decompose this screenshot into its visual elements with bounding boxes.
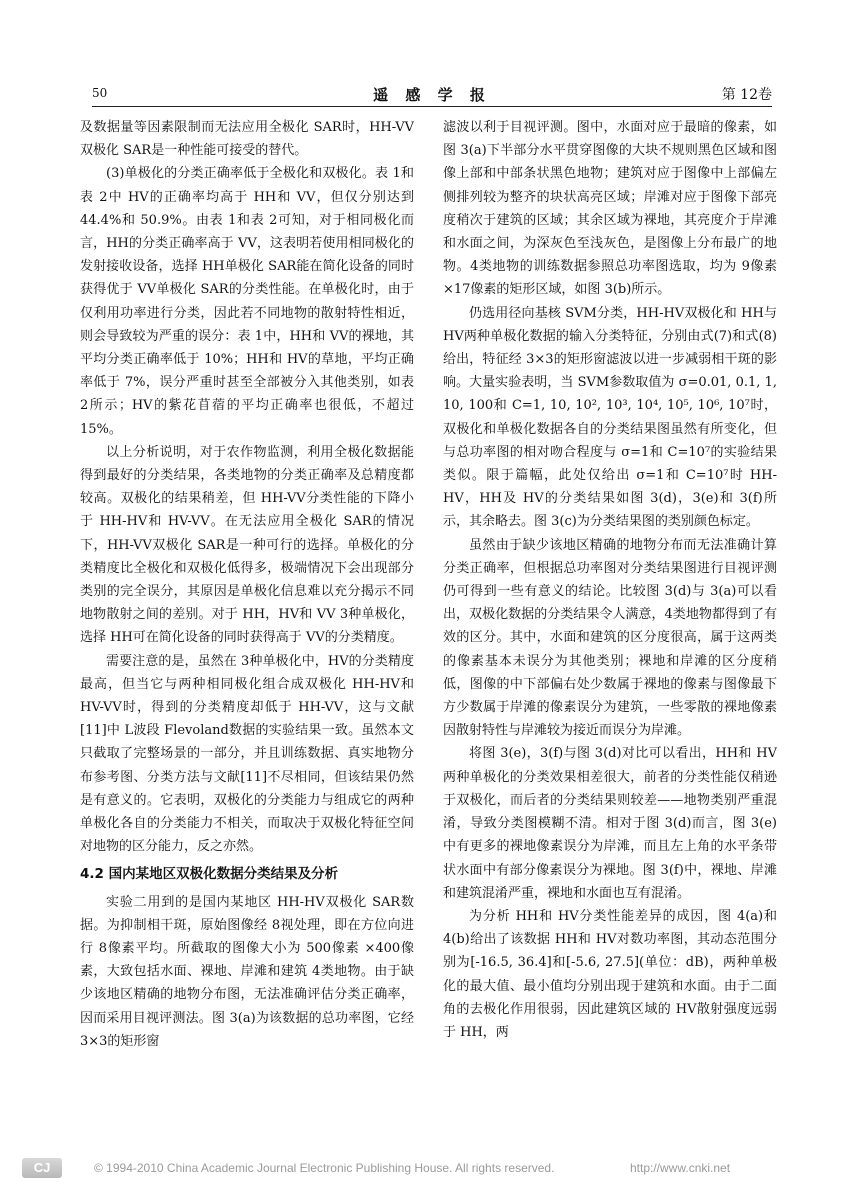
running-header: [92, 82, 772, 104]
page-number: 50: [92, 86, 108, 100]
paragraph: 仍选用径向基核 SVM分类，HH-HV双极化和 HH与 HV两种单极化数据的输入分类特征，分别由式(7)和式(8)给出，特征经 3×3的矩形窗滤波以进一步减弱相干斑的影响。大量实验表明，当 SVM参数取值为 σ=0.01, 0.1, 1, 10, 100和 C=1, 10, 10², 10³, 10⁴, 10⁵, 10⁶, 10⁷时，双极化和单极化数据各自的分类结果图虽然有所变化，但与总功率图的相对吻合程度与 σ=1和 C=10⁷的实验结果类似。限于篇幅，此处仅给出 σ=1和 C=10⁷时 HH-HV，HH及 HV的分类结果如图 3(d)，3(e)和 3(f)所示，其余略去。图 3(c)为分类结果图的类别颜色标定。: [443, 305, 777, 530]
paragraph: 为分析 HH和 HV分类性能差异的成因，图 4(a)和 4(b)给出了该数据 HH和 HV对数功率图，其动态范围分别为[-16.5, 36.4]和[-5.6, 27.5](单位：dB)，两种单极化的最大值、最小值均分别出现于建筑和水面。由于二面角的去极化作用很弱，因此建筑区域的 HV散射强度远弱于 HH，两: [443, 908, 777, 1040]
header-rule: [92, 106, 772, 107]
paragraph: (3)单极化的分类正确率低于全极化和双极化。表 1和表 2中 HV的正确率均高于 HH和 VV，但仅分别达到 44.4%和 50.9%。由表 1和表 2可知，对于相同极化而言，HH的分类正确率高于 VV，这表明若使用相同极化的发射接收设备，选择 HH单极化 SAR能在简化设备的同时获得优于 VV单极化 SAR的分类性能。在单极化时，由于仅利用功率进行分类，因此若不同地物的散射特性相近，则会导致较为严重的误分：表 1中，HH和 VV的裸地，其平均分类正确率低于 10%；HH和 HV的草地，平均正确率低于 7%，误分严重时甚至全部被分入其他类别，如表 2所示；HV的紫花苜蓿的平均正确率也很低，不超过 15%。: [80, 166, 414, 437]
paragraph: 需要注意的是，虽然在 3种单极化中，HV的分类精度最高，但当它与两种相同极化组合成双极化 HH-HV和 HV-VV时，得到的分类精度却低于 HH-VV，这与文献[11]中 L波段 Flevoland数据的实验结果一致。虽然本文只截取了完整场景的一部分，并且训练数据、真实地物分布参考图、分类方法与文献[11]不尽相同，但该结果仍然是有意义的。它表明，双极化的分类能力与组成它的两种单极化各自的分类能力不相关，而取决于双极化特征空间对地物的区分能力，反之亦然。: [80, 653, 414, 855]
journal-title: 遥 感 学 报: [373, 86, 491, 104]
volume-label: 第 12卷: [721, 87, 772, 103]
paragraph: 及数据量等因素限制而无法应用全极化 SAR时，HH-VV双极化 SAR是一种性能可接受的替代。: [80, 120, 414, 159]
paragraph: 虽然由于缺少该地区精确的地物分布而无法准确计算分类正确率，但根据总功率图对分类结果图进行目视评测仍可得到一些有意义的结论。比较图 3(d)与 3(a)可以看出，双极化数据的分类结果令人满意，4类地物都得到了有效的区分。其中，水面和建筑的区分度很高，属于这两类的像素基本未误分为其他类别；裸地和岸滩的区分度稍低，图像的中下部偏右处少数属于裸地的像素与图像最下方少数属于岸滩的像素误分为建筑，一些零散的裸地像素因散射特性与岸滩较为接近而误分为岸滩。: [443, 537, 777, 739]
paragraph: 以上分析说明，对于农作物监测，利用全极化数据能得到最好的分类结果，各类地物的分类正确率及总精度都较高。双极化的结果稍差，但 HH-VV分类性能的下降小于 HH-HV和 HV-VV。在无法应用全极化 SAR的情况下，HH-VV双极化 SAR是一种可行的选择。单极化的分类精度比全极化和双极化低得多，极端情况下会出现部分类别的完全误分，其原因是单极化信息难以充分揭示不同地物散射之间的差别。对于 HH，HV和 VV 3种单极化，选择 HH可在简化设备的同时获得高于 VV的分类精度。: [80, 444, 414, 646]
left-column: [80, 116, 414, 1126]
paragraph: 将图 3(e)，3(f)与图 3(d)对比可以看出，HH和 HV两种单极化的分类效果相差很大，前者的分类性能仅稍逊于双极化，而后者的分类结果则较差——地物类别严重混淆，导致分类图模糊不清。相对于图 3(d)而言，图 3(e)中有更多的裸地像素误分为岸滩，而且左上角的水平条带状水面中有部分像素误分为裸地。图 3(f)中，裸地、岸滩和建筑混淆严重，裸地和水面也互有混淆。: [443, 746, 777, 901]
page-footer: [22, 1158, 842, 1182]
cnki-logo-icon: CJ: [22, 1158, 62, 1178]
paragraph: 实验二用到的是国内某地区 HH-HV双极化 SAR数据。为抑制相干斑，原始图像经 8视处理，即在方位向进行 8像素平均。所截取的图像大小为 500像素 ×400像素，大致包括水面、裸地、岸滩和建筑 4类地物。由于缺少该地区精确的地物分布图，无法准确评估分类正确率，因而采用目视评测法。图 3(a)为该数据的总功率图，它经 3×3的矩形窗: [80, 894, 414, 1049]
copyright-notice: © 1994-2010 China Academic Journal Electronic Publishing House. All rights reserved.: [94, 1161, 555, 1175]
paragraph: 滤波以利于目视评测。图中，水面对应于最暗的像素，如图 3(a)下半部分水平贯穿图像的大块不规则黑色区域和图像上部和中部条状黑色地物；建筑对应于图像中上部偏左侧排列较为整齐的块状高亮区域；岸滩对应于图像下部亮度稍次于建筑的区域；其余区域为裸地，其亮度介于岸滩和水面之间，为深灰色至浅灰色，是图像上分布最广的地物。4类地物的训练数据参照总功率图选取，均为 9像素 ×17像素的矩形区域，如图 3(b)所示。: [443, 120, 777, 298]
right-column: [443, 116, 777, 1126]
section-heading: 4.2 国内某地区双极化数据分类结果及分析: [80, 865, 339, 882]
footer-url: http://www.cnki.net: [630, 1161, 731, 1175]
